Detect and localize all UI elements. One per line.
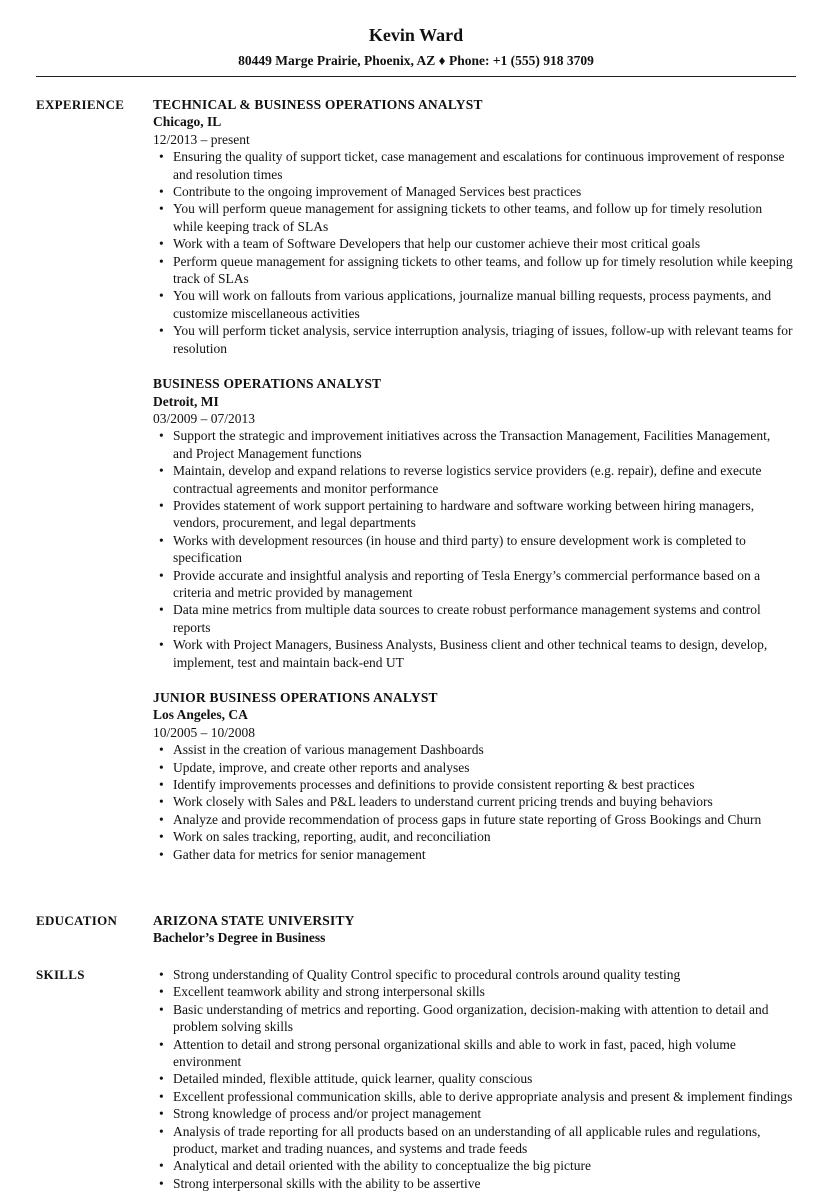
- list-item: • Support the strategic and improvement initiatives across the Transaction Management, Facilities Management, and Project Management functions: [153, 427, 793, 462]
- list-item: • Detailed minded, flexible attitude, quick learner, quality conscious: [153, 1070, 793, 1087]
- job-bullets: [153, 148, 793, 357]
- list-item: • Analyze and provide recommendation of process gaps in future state reporting of Gross Bookings and Churn: [153, 811, 793, 828]
- job-bullets: [153, 427, 793, 671]
- list-item: • You will work on fallouts from various applications, journalize manual billing requests, process payments, and customize miscellaneous activities: [153, 287, 793, 322]
- experience-body: [153, 96, 793, 863]
- job-title: TECHNICAL & BUSINESS OPERATIONS ANALYST: [153, 97, 483, 112]
- list-item: • Analytical and detail oriented with the ability to conceptualize the big picture: [153, 1157, 793, 1174]
- list-item: • Gather data for metrics for senior management: [153, 846, 793, 863]
- job-title: JUNIOR BUSINESS OPERATIONS ANALYST: [153, 690, 438, 705]
- job-dates: 03/2009 – 07/2013: [153, 410, 256, 426]
- list-item: • Maintain, develop and expand relations to reverse logistics service providers (e.g. repair), define and execute contractual agreements and monitor performance: [153, 462, 793, 497]
- list-item: • Work with Project Managers, Business Analysts, Business client and other technical teams to design, develop, implement, test and maintain back-end UT: [153, 636, 793, 671]
- job-title: BUSINESS OPERATIONS ANALYST: [153, 376, 382, 392]
- list-item: • Strong interpersonal skills with the ability to be assertive: [153, 1175, 793, 1192]
- list-item: • Analysis of trade reporting for all products based on an understanding of all applicable rules and regulations, product, market and trading nuances, and systems and trade feeds: [153, 1123, 793, 1158]
- list-item: • Excellent professional communication skills, able to derive appropriate analysis and present & implement findings: [153, 1088, 793, 1105]
- list-item: • You will perform ticket analysis, service interruption analysis, triaging of issues, follow-up with relevant teams for resolution: [153, 322, 793, 357]
- job-dates: 10/2005 – 10/2008: [153, 724, 256, 740]
- list-item: • Work on sales tracking, reporting, audit, and reconciliation: [153, 828, 793, 845]
- job-entry: [153, 96, 793, 357]
- list-item: • Works with development resources (in house and third party) to ensure development work is completed to specification: [153, 532, 793, 567]
- list-item: • Perform queue management for assigning tickets to other teams, and follow up for timely resolution while keeping track of SLAs: [153, 253, 793, 288]
- list-item: • Excellent teamwork ability and strong interpersonal skills: [153, 983, 793, 1000]
- job-location: Detroit, MI: [153, 393, 219, 409]
- list-item: • Basic understanding of metrics and reporting. Good organization, decision-making with attention to detail and problem solving skills: [153, 1001, 793, 1036]
- job-entry: [153, 375, 793, 671]
- contact-line: 80449 Marge Prairie, Phoenix, AZ ♦ Phone: +1 (555) 918 3709: [238, 53, 594, 68]
- candidate-name: Kevin Ward: [368, 25, 464, 45]
- list-item: • Work closely with Sales and P&L leaders to understand current pricing trends and buying behaviors: [153, 793, 793, 810]
- skills-list: [153, 966, 793, 1192]
- list-item: • Identify improvements processes and definitions to provide consistent reporting & best practices: [153, 776, 793, 793]
- school-name: ARIZONA STATE UNIVERSITY: [153, 913, 355, 928]
- list-item: • Assist in the creation of various management Dashboards: [153, 741, 793, 758]
- education-body: [153, 912, 793, 947]
- list-item: • Provides statement of work support pertaining to hardware and software working between hiring managers, vendors, procurement, and legal departments: [153, 497, 793, 532]
- list-item: • Strong understanding of Quality Control specific to procedural controls around quality testing: [153, 966, 793, 983]
- list-item: • Strong knowledge of process and/or project management: [153, 1105, 793, 1122]
- degree-name: Bachelor’s Degree in Business: [153, 930, 326, 946]
- job-dates: 12/2013 – present: [153, 131, 250, 147]
- list-item: • Attention to detail and strong personal organizational skills and able to work in fast, paced, high volume environment: [153, 1036, 793, 1071]
- section-title-experience: EXPERIENCE: [36, 97, 125, 112]
- section-title-education: EDUCATION: [36, 913, 118, 928]
- list-item: • Ensuring the quality of support ticket, case management and escalations for continuous improvement of response and resolution times: [153, 148, 793, 183]
- job-bullets: [153, 741, 793, 863]
- list-item: • Contribute to the ongoing improvement of Managed Services best practices: [153, 183, 793, 200]
- list-item: • You will perform queue management for assigning tickets to other teams, and follow up for timely resolution while keeping track of SLAs: [153, 200, 793, 235]
- section-title-skills: SKILLS: [36, 967, 85, 982]
- list-item: • Update, improve, and create other reports and analyses: [153, 759, 793, 776]
- list-item: • Work with a team of Software Developers that help our customer achieve their most critical goals: [153, 235, 793, 252]
- list-item: • Data mine metrics from multiple data sources to create robust performance management systems and control reports: [153, 601, 793, 636]
- job-location: Los Angeles, CA: [153, 707, 248, 723]
- job-entry: [153, 689, 793, 863]
- list-item: • Provide accurate and insightful analysis and reporting of Tesla Energy’s commercial performance based on a criteria and metric provided by management: [153, 567, 793, 602]
- skills-body: [153, 966, 793, 1192]
- header-divider: [36, 76, 796, 77]
- job-location: Chicago, IL: [153, 114, 222, 130]
